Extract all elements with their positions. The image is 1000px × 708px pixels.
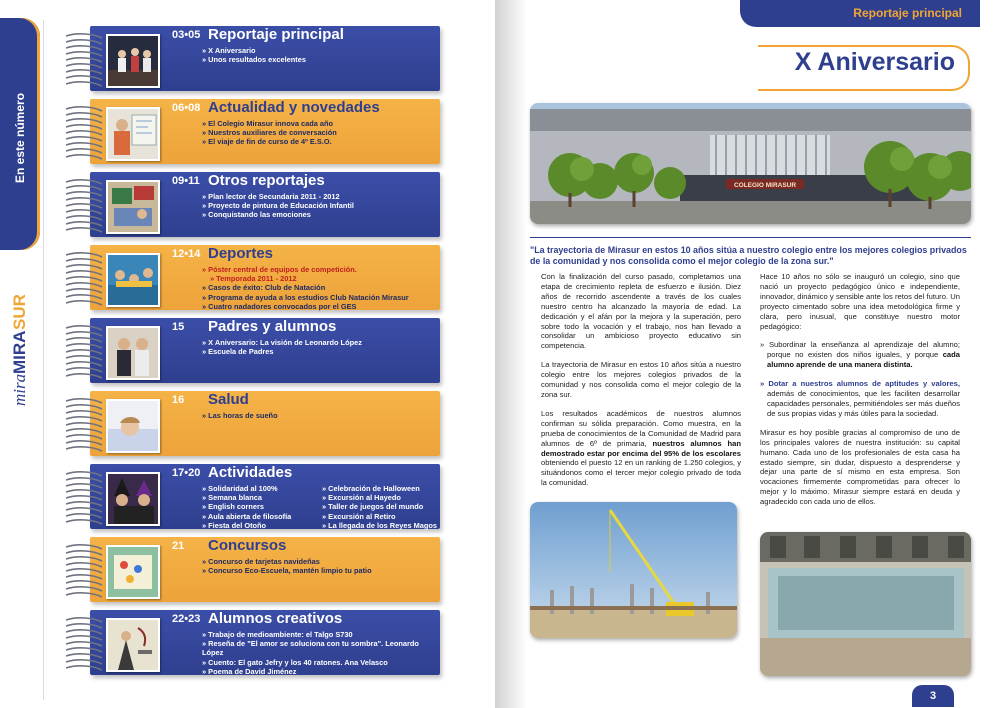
section-pages: 09•11 bbox=[172, 175, 200, 187]
section-pages: 03•05 bbox=[172, 29, 201, 41]
section-title: Deportes bbox=[208, 245, 274, 262]
toc-item[interactable]: » Taller de juegos del mundo bbox=[322, 502, 437, 511]
swimming-pool-construction-photo bbox=[760, 532, 971, 676]
construction-crane-photo bbox=[530, 502, 737, 638]
header-tab bbox=[740, 0, 980, 27]
section-title: Salud bbox=[208, 391, 249, 408]
section-items bbox=[202, 484, 291, 530]
section-pages: 17•20 bbox=[172, 467, 201, 479]
toc-item[interactable]: » Proyecto de pintura de Educación Infantil bbox=[202, 201, 354, 210]
toc-section-deportes[interactable] bbox=[90, 245, 440, 310]
toc-item[interactable]: » Fiesta del Otoño bbox=[202, 521, 291, 530]
toc-item[interactable]: » Celebración de Halloween bbox=[322, 484, 437, 493]
thumb-salud bbox=[106, 399, 160, 453]
toc-section-alumnos-creativos[interactable] bbox=[90, 610, 440, 675]
toc-item[interactable]: » Las horas de sueño bbox=[202, 411, 278, 420]
article-column-left bbox=[541, 272, 741, 497]
toc-item[interactable]: » Cuatro nadadores convocados por el GES bbox=[202, 302, 409, 311]
toc-item[interactable]: » El viaje de fin de curso de 4º E.S.O. bbox=[202, 137, 337, 146]
page-number: 3 bbox=[912, 685, 954, 707]
text-emphasis: » Dotar a nuestros alumnos de aptitudes y valores, bbox=[760, 379, 960, 389]
text-run: Los resultados académicos de nuestros alumnos confirman su sólida preparación. Como muestra, en la prueba de conocimientos de la Comunidad de Madrid para alumnos de 6º de primaria, bbox=[541, 408, 741, 448]
toc-item[interactable]: » Excursión al Hayedo bbox=[322, 493, 437, 502]
thumb-actualidad bbox=[106, 107, 160, 161]
toc-item-highlight[interactable]: » Temporada 2011 - 2012 bbox=[202, 274, 409, 283]
toc-item[interactable]: » Programa de ayuda a los estudios Club Natación Mirasur bbox=[202, 293, 409, 302]
section-items bbox=[202, 338, 362, 356]
toc-item[interactable]: » Aula abierta de filosofía bbox=[202, 512, 291, 521]
section-pages: 22•23 bbox=[172, 613, 201, 625]
section-items bbox=[202, 46, 306, 64]
spiral-binding-icon bbox=[64, 249, 104, 307]
toc-item[interactable]: » Conquistando las emociones bbox=[202, 210, 354, 219]
section-title: Actualidad y novedades bbox=[208, 99, 380, 116]
toc-item[interactable]: » Unos resultados excelentes bbox=[202, 55, 306, 64]
spiral-binding-icon bbox=[64, 395, 104, 453]
text-run: además de conocimientos, que les faciliten desarrollar capacidades personales, permitiéndoles ser más dueños de sus propias vidas y más útiles para la sociedad. bbox=[767, 389, 960, 418]
thumb-concursos bbox=[106, 545, 160, 599]
toc-section-concursos[interactable] bbox=[90, 537, 440, 602]
section-items bbox=[202, 192, 354, 220]
brand-logo bbox=[2, 280, 38, 420]
toc-item[interactable]: » Plan lector de Secundaria 2011 - 2012 bbox=[202, 192, 354, 201]
brand-part-2: MIRA bbox=[10, 330, 29, 374]
toc-item[interactable]: » Solidaridad al 100% bbox=[202, 484, 291, 493]
section-items bbox=[202, 630, 440, 676]
toc-section-padres[interactable] bbox=[90, 318, 440, 383]
toc-section-reportaje[interactable] bbox=[90, 26, 440, 91]
toc-item[interactable]: » Excursión al Retiro bbox=[322, 512, 437, 521]
text-run: obteniendo el puesto 12 en un ranking de 1.250 colegios, y situándonos como el tercer mejor colegio privado de toda la comunidad. bbox=[541, 458, 741, 488]
spiral-binding-icon bbox=[64, 541, 104, 599]
toc-item[interactable]: » Concurso de tarjetas navideñas bbox=[202, 557, 372, 566]
toc-item[interactable]: » El Colegio Mirasur innova cada año bbox=[202, 119, 337, 128]
text-emphasis: cada alumno aprende de una manera distinta. bbox=[767, 350, 960, 370]
section-title: Alumnos creativos bbox=[208, 610, 343, 627]
text-emphasis: nuestros alumnos han demostrado estar por encima del 95% de los escolares bbox=[541, 438, 741, 458]
table-of-contents bbox=[90, 26, 440, 683]
section-items-col2 bbox=[322, 484, 437, 530]
toc-section-actividades[interactable] bbox=[90, 464, 440, 529]
toc-item[interactable]: » Escuela de Padres bbox=[202, 347, 362, 356]
bullet-paragraph bbox=[760, 340, 960, 370]
section-title: Reportaje principal bbox=[208, 26, 344, 43]
spiral-binding-icon bbox=[64, 30, 104, 88]
section-items bbox=[202, 557, 372, 575]
spiral-binding-icon bbox=[64, 614, 104, 672]
section-title: Otros reportajes bbox=[208, 172, 325, 189]
paragraph: Mirasur es hoy posible gracias al compromiso de uno de los principales valores de nuestra institución: su capital humano. Cada uno de los profesionales de esta casa ha estado siempre, sin dudar, dispuesto a desprenderse y dejar una parte de sí mismo en esta empresa. Son vocaciones firmemente comprometidas para ofrecer lo mejor y lo máximo. Mirasur siempre estará en deuda y agradecido con cada uno de ellos. bbox=[760, 427, 960, 507]
toc-item[interactable]: » Concurso Eco-Escuela, mantén limpio tu patio bbox=[202, 566, 372, 575]
article-title: X Aniversario bbox=[794, 48, 955, 76]
toc-item[interactable]: » Casos de éxito: Club de Natación bbox=[202, 283, 409, 292]
toc-item[interactable]: » Trabajo de medioambiente: el Talgo S730 bbox=[202, 630, 440, 639]
toc-item[interactable]: » Semana blanca bbox=[202, 493, 291, 502]
thumb-actividades bbox=[106, 472, 160, 526]
section-items bbox=[202, 119, 337, 147]
section-title: Padres y alumnos bbox=[208, 318, 337, 335]
thumb-padres bbox=[106, 326, 160, 380]
school-building-photo bbox=[530, 103, 971, 224]
toc-item[interactable]: » X Aniversario bbox=[202, 46, 306, 55]
toc-section-actualidad[interactable] bbox=[90, 99, 440, 164]
toc-section-salud[interactable] bbox=[90, 391, 440, 456]
toc-item[interactable]: » La llegada de los Reyes Magos bbox=[322, 521, 437, 530]
toc-section-otros-reportajes[interactable] bbox=[90, 172, 440, 237]
section-pages: 21 bbox=[172, 540, 185, 552]
toc-item-highlight[interactable]: » Póster central de equipos de competición. bbox=[202, 265, 409, 274]
section-pages: 16 bbox=[172, 394, 185, 406]
toc-item[interactable]: » Nuestros auxiliares de conversación bbox=[202, 128, 337, 137]
header-tab-label: Reportaje principal bbox=[853, 6, 962, 20]
brand-part-3: SUR bbox=[10, 294, 29, 331]
section-items bbox=[202, 265, 409, 311]
section-title: Concursos bbox=[208, 537, 287, 554]
pull-quote: "La trayectoria de Mirasur en estos 10 años sitúa a nuestro colegio entre los mejores colegios privados de la comunidad y nos consolida como el mejor colegio de la zona sur." bbox=[530, 237, 971, 275]
page-edge bbox=[43, 20, 44, 700]
side-tab bbox=[0, 18, 40, 250]
section-pages: 06•08 bbox=[172, 102, 201, 114]
paragraph: Con la finalización del curso pasado, completamos una etapa de crecimiento repleta de esfuerzo e ilusión. Diez años de recorrido ascendente a través de los cuales nuestro centro ha alcanzado la mayoría de edad. La dedicación y el afán por la mejora y la superación, pero sobre todo la vocación y el trabajo, nos han llevado a consolidar un ambicioso proyecto educativo sin competencia. bbox=[541, 272, 741, 351]
paragraph: La trayectoria de Mirasur en estos 10 años sitúa a nuestro colegio entre los mejores colegios privados de la comunidad y nos consolida como el mejor colegio de la zona sur. bbox=[541, 360, 741, 399]
paragraph bbox=[541, 409, 741, 488]
section-pages: 15 bbox=[172, 321, 185, 333]
text-run: » Subordinar la enseñanza al aprendizaje del alumno; porque no existen dos niños iguales, y porque bbox=[760, 340, 960, 360]
bullet-paragraph bbox=[760, 379, 960, 419]
thumb-deportes bbox=[106, 253, 160, 307]
section-title: Actividades bbox=[208, 464, 293, 481]
section-items bbox=[202, 411, 278, 420]
spiral-binding-icon bbox=[64, 103, 104, 161]
toc-item[interactable]: » Poema de David Jiménez bbox=[202, 667, 440, 676]
thumb-reportaje bbox=[106, 34, 160, 88]
section-pages: 12•14 bbox=[172, 248, 201, 260]
side-tab-label: En este número bbox=[13, 92, 27, 184]
thumb-alumnos-creativos bbox=[106, 618, 160, 672]
spiral-binding-icon bbox=[64, 468, 104, 526]
thumb-otros-reportajes bbox=[106, 180, 160, 234]
brand-part-1: mira bbox=[10, 373, 29, 406]
spiral-binding-icon bbox=[64, 322, 104, 380]
article-column-right bbox=[760, 272, 960, 516]
toc-item[interactable]: » Reseña de "El amor se soluciona con tu sombra". Leonardo López bbox=[202, 639, 440, 657]
toc-item[interactable]: » X Aniversario: La visión de Leonardo López bbox=[202, 338, 362, 347]
spiral-binding-icon bbox=[64, 176, 104, 234]
toc-item[interactable]: » English corners bbox=[202, 502, 291, 511]
paragraph: Hace 10 años no sólo se inauguró un colegio, sino que nació un proyecto pedagógico único e independiente, innovador, dinámico y sensible ante los retos del futuro. Un proyecto cimentado sobre una idea metodológica firme y clara, pero inusual, que constituye nuestro motor pedagógico: bbox=[760, 272, 960, 331]
toc-item[interactable]: » Cuento: El gato Jefry y los 40 ratones. Ana Velasco bbox=[202, 658, 440, 667]
school-sign: COLEGIO MIRASUR bbox=[733, 182, 797, 189]
